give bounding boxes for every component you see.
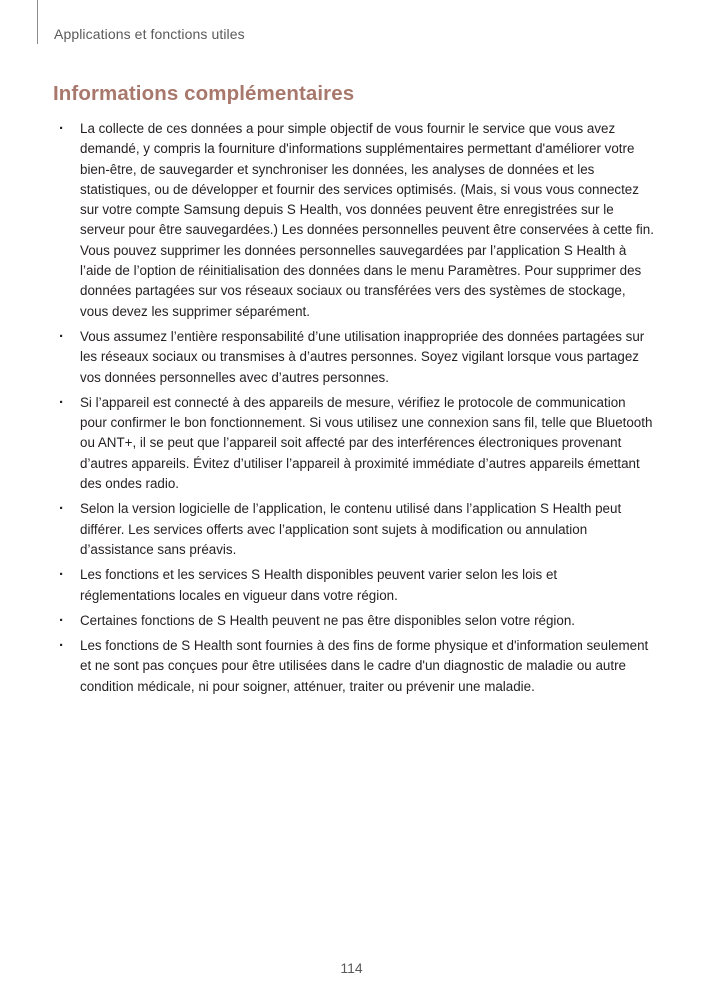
section-title: Informations complémentaires <box>53 82 355 105</box>
list-item: · Vous assumez l’entière responsabilité d’une utilisation inappropriée des données partagées sur les réseaux sociaux ou transmises à d’autres personnes. Soyez vigilant lorsque vous partagez vos données personnelles avec d’autres personnes. <box>80 327 655 388</box>
list-item: · Si l’appareil est connecté à des appareils de mesure, vérifiez le protocole de communication pour confirmer le bon fonctionnement. Si vous utilisez une connexion sans fil, telle que Bluetooth ou ANT+, il se peut que l’appareil soit affecté par des interférences électroniques provenant d’autres appareils. Évitez d’utiliser l’appareil à proximité immédiate d’autres appareils émettant des ondes radio. <box>80 393 655 494</box>
list-item: · Selon la version logicielle de l’application, le contenu utilisé dans l’application S Health peut différer. Les services offerts avec l’application sont sujets à modification ou annulation d’assistance sans préavis. <box>80 499 655 560</box>
bullet-list <box>80 119 655 702</box>
page-number: 114 <box>340 960 363 976</box>
list-item: · La collecte de ces données a pour simple objectif de vous fournir le service que vous avez demandé, y compris la fourniture d'informations supplémentaires permettant d'améliorer votre bien-être, de sauvegarder et synchroniser les données, les analyses de données et les statistiques, ou de développer et fournir des services optimisés. (Mais, si vous vous connectez sur votre compte Samsung depuis S Health, vos données peuvent être enregistrées sur le serveur pour être sauvegardées.) Les données personnelles peuvent être conservées à cette fin. Vous pouvez supprimer les données personnelles sauvegardées par l’application S Health à l’aide de l’option de réinitialisation des données dans le menu Paramètres. Pour supprimer des données partagées sur vos réseaux sociaux ou transférées vers des systèmes de stockage, vous devez les supprimer séparément. <box>80 119 655 322</box>
list-item: · Les fonctions et les services S Health disponibles peuvent varier selon les lois et réglementations locales en vigueur dans votre région. <box>80 565 655 606</box>
running-header: Applications et fonctions utiles <box>54 26 245 42</box>
list-item: · Certaines fonctions de S Health peuvent ne pas être disponibles selon votre région. <box>80 611 655 631</box>
list-item: · Les fonctions de S Health sont fournies à des fins de forme physique et d'information seulement et ne sont pas conçues pour être utilisées dans le cadre d'un diagnostic de maladie ou autre condition médicale, ni pour soigner, atténuer, traiter ou prévenir une maladie. <box>80 636 655 697</box>
header-divider-line <box>37 0 38 44</box>
